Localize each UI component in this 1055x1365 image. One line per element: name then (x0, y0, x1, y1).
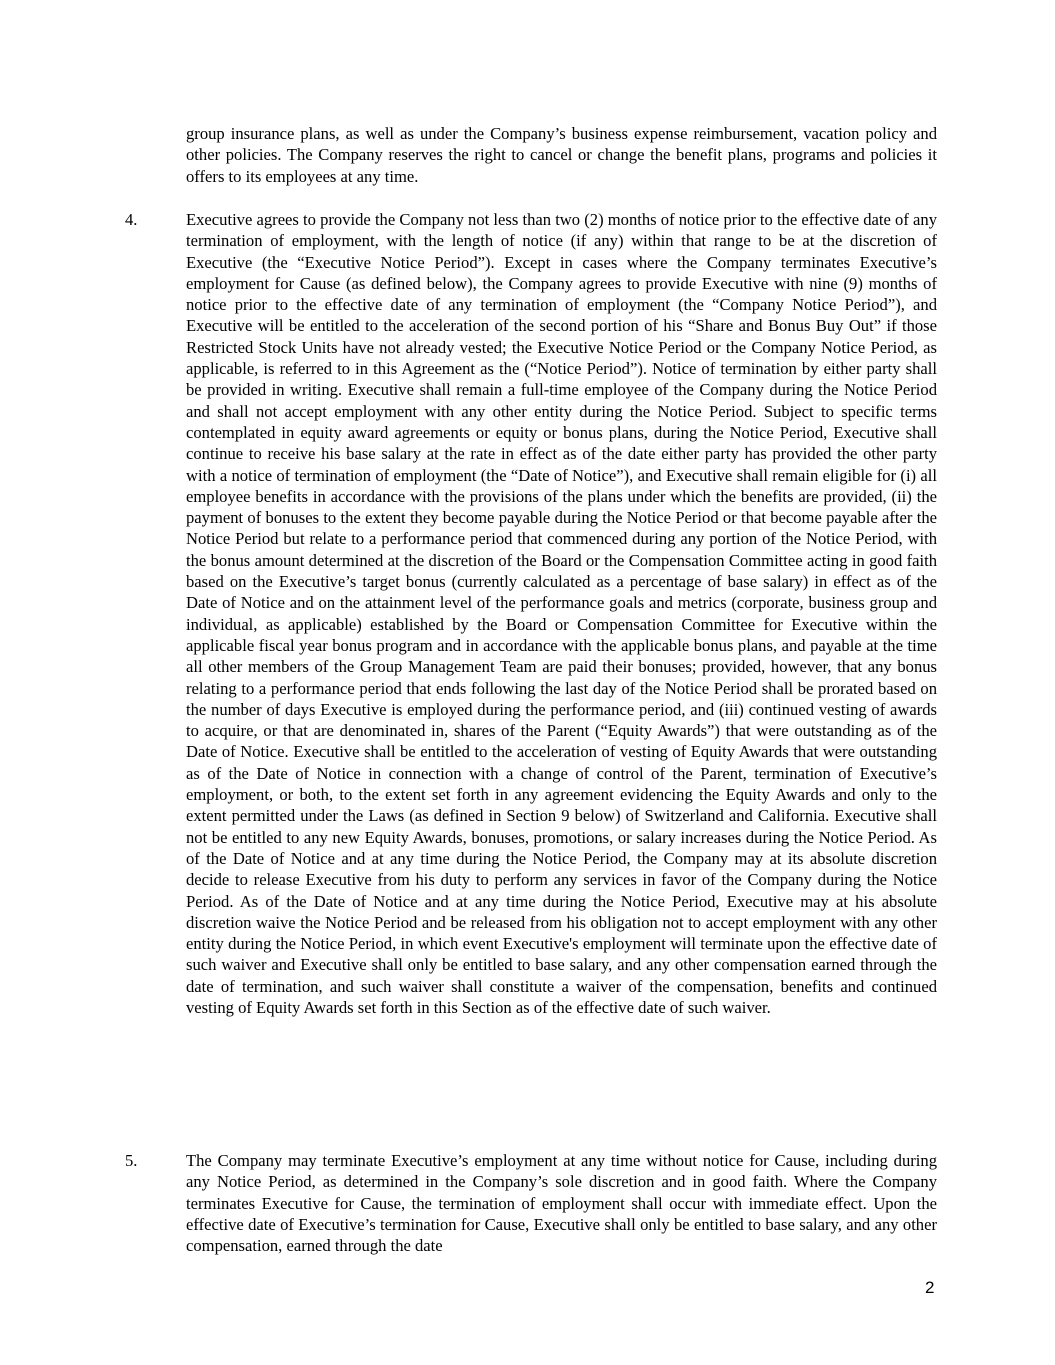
page-number: 2 (925, 1278, 935, 1297)
section-number: 4. (125, 210, 138, 229)
section-text: The Company may terminate Executive’s employment at any time without notice for Cause, including during any Notice Period, as determined in the Company’s sole discretion and in good faith. Where the Company terminates Executive for Cause, the termination of employment shall occur with immediate effect. Upon the effective date of Executive’s termination for Cause, Executive shall only be entitled to base salary, and any other compensation, earned through the date (186, 1151, 937, 1256)
section-text: Executive agrees to provide the Company not less than two (2) months of notice prior to the effective date of any termination of employment, with the length of notice (if any) within that range to be at the discretion of Executive (the “Executive Notice Period”). Except in cases where the Company terminates Executive’s employment for Cause (as defined below), the Company agrees to provide Executive with nine (9) months of notice prior to the effective date of any termination of employment (the “Company Notice Period”), and Executive will be entitled to the acceleration of the second portion of his “Share and Bonus Buy Out” if those Restricted Stock Units have not already vested; the Executive Notice Period or the Company Notice Period, as applicable, is referred to in this Agreement as the (“Notice Period”). Notice of termination by either party shall be provided in writing. Executive shall remain a full-time employee of the Company during the Notice Period and shall not accept employment with any other entity during the Notice Period. Subject to specific terms contemplated in equity award agreements or equity or bonus plans, during the Notice Period, Executive shall continue to receive his base salary at the rate in effect as of the date either party has provided the other party with a notice of termination of employment (the “Date of Notice”), and Executive shall remain eligible for (i) all employee benefits in accordance with the provisions of the plans under which the benefits are provided, (ii) the payment of bonuses to the extent they become payable during the Notice Period or that become payable after the Notice Period but relate to a performance period that commenced during any portion of the Notice Period, with the bonus amount determined at the discretion of the Board or the Compensation Committee acting in good faith based on the Executive’s target bonus (currently calculated as a percentage of base salary) in effect as of the Date of Notice and on the attainment level of the performance goals and metrics (corporate, business group and individual, as applicable) established by the Board or Compensation Committee for Executive within the applicable fiscal year bonus program and in accordance with the applicable bonus plans, and payable at the time all other members of the Group Management Team are paid their bonuses; provided, however, that any bonus relating to a performance period that ends following the last day of the Notice Period shall be prorated based on the number of days Executive is employed during the performance period, and (iii) continued vesting of awards to acquire, or that are denominated in, shares of the Parent (“Equity Awards”) that were outstanding as of the Date of Notice. Executive shall be entitled to the acceleration of vesting of Equity Awards that were outstanding as of the Date of Notice in connection with a change of control of the Parent, termination of Executive’s employment, or both, to the extent set forth in any agreement evidencing the Equity Awards and only to the extent permitted under the Laws (as defined in Section 9 below) of Switzerland and California. Executive shall not be entitled to any new Equity Awards, bonuses, promotions, or salary increases during the Notice Period. As of the Date of Notice and at any time during the Notice Period, the Company may at its absolute discretion decide to release Executive from his duty to perform any services in favor of the Company during the Notice Period. As of the Date of Notice and at any time during the Notice Period, Executive may at his absolute discretion waive the Notice Period and be released from his obligation not to accept employment with any other entity during the Notice Period, in which event Executive's employment will terminate upon the effective date of such waiver and Executive shall only be entitled to base salary, and any other compensation earned through the date of termination, and such waiver shall constitute a waiver of the compensation, benefits and continued vesting of Equity Awards set forth in this Section as of the effective date of such waiver. (186, 210, 937, 1017)
continuation-paragraph: group insurance plans, as well as under the Company’s business expense reimbursement, vacation policy and other policies. The Company reserves the right to cancel or change the benefit plans, programs and policies it offers to its employees at any time. (186, 124, 937, 186)
section-number: 5. (125, 1151, 138, 1170)
